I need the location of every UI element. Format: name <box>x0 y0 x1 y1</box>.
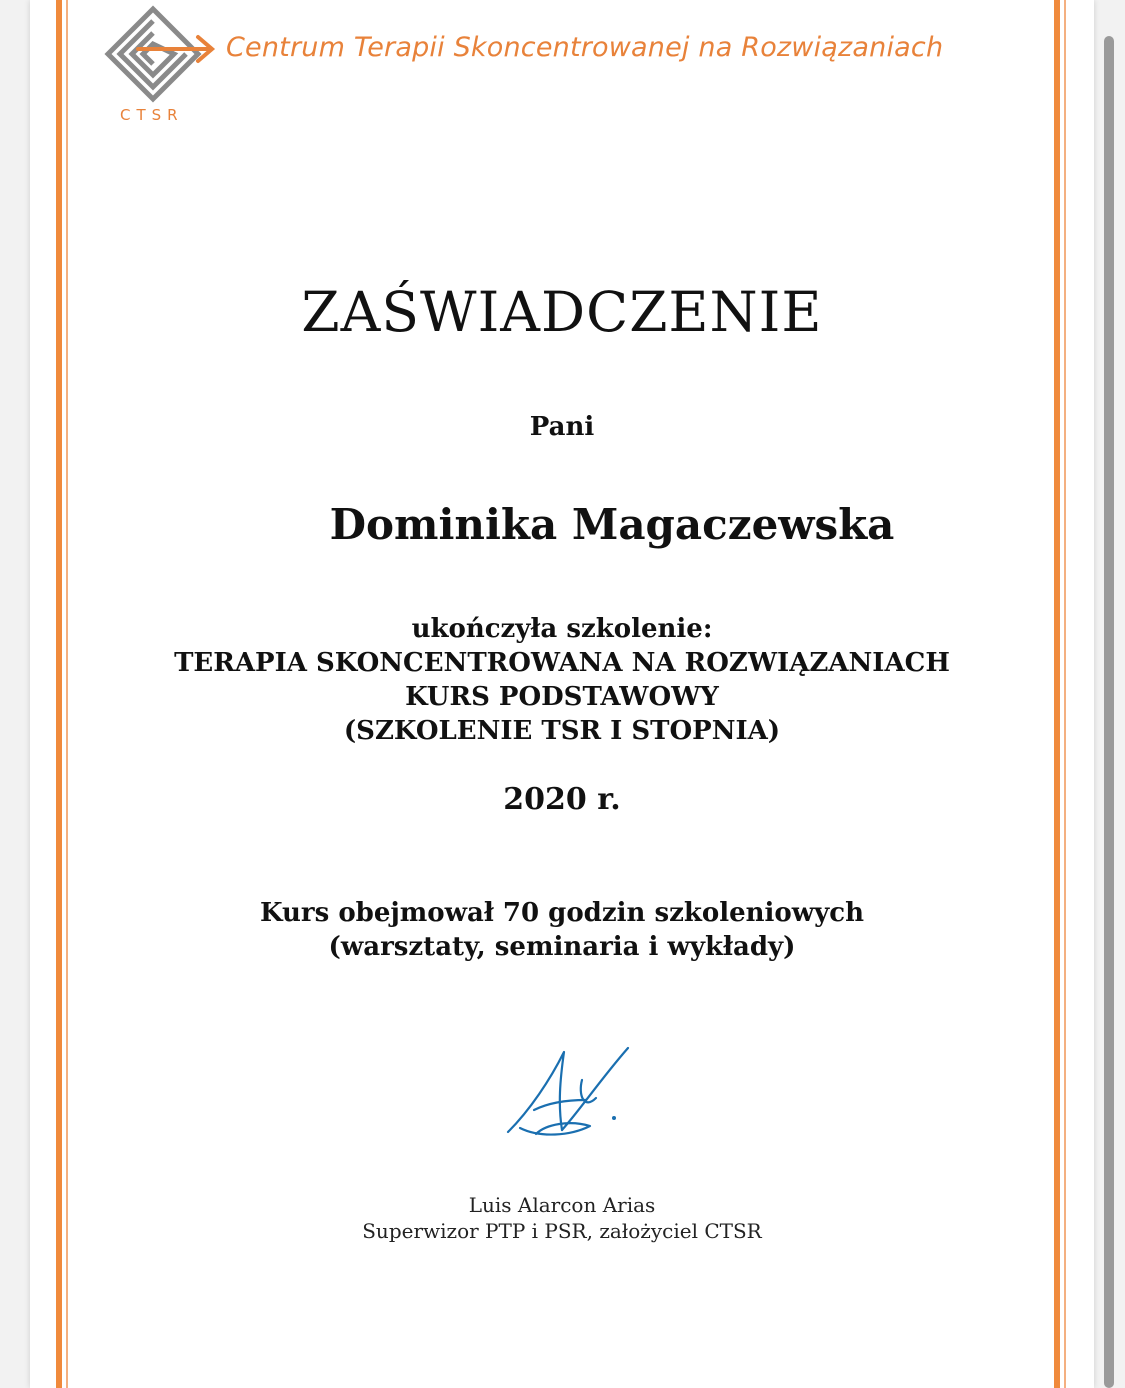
maze-arrow-icon <box>98 4 218 104</box>
course-degree: (SZKOLENIE TSR I STOPNIA) <box>343 716 781 746</box>
logo-abbreviation: CTSR <box>120 106 184 124</box>
signer-role: Superwizor PTP i PSR, założyciel CTSR <box>362 1219 762 1243</box>
course-level: KURS PODSTAWOWY <box>405 682 719 712</box>
course-block <box>30 612 1094 748</box>
vertical-scrollbar[interactable] <box>1104 36 1114 1388</box>
document-title: ZAŚWIADCZENIE <box>301 280 823 344</box>
certificate-page <box>30 0 1094 1388</box>
signer-name: Luis Alarcon Arias <box>468 1193 656 1217</box>
signer-block <box>30 1192 1094 1244</box>
course-title: TERAPIA SKONCENTROWANA NA ROZWIĄZANIACH <box>174 648 950 678</box>
salutation: Pani <box>529 412 595 442</box>
course-year: 2020 r. <box>503 782 621 817</box>
recipient-name: Dominika Magaczewska <box>329 500 895 549</box>
hours-line: Kurs obejmował 70 godzin szkoleniowych <box>260 898 864 928</box>
hours-detail: (warsztaty, seminaria i wykłady) <box>328 932 796 962</box>
hours-block <box>30 896 1094 964</box>
signature-image <box>500 1040 640 1150</box>
completed-label: ukończyła szkolenie: <box>411 614 713 644</box>
organization-name: Centrum Terapii Skoncentrowanej na Rozwiązaniach <box>226 32 944 63</box>
